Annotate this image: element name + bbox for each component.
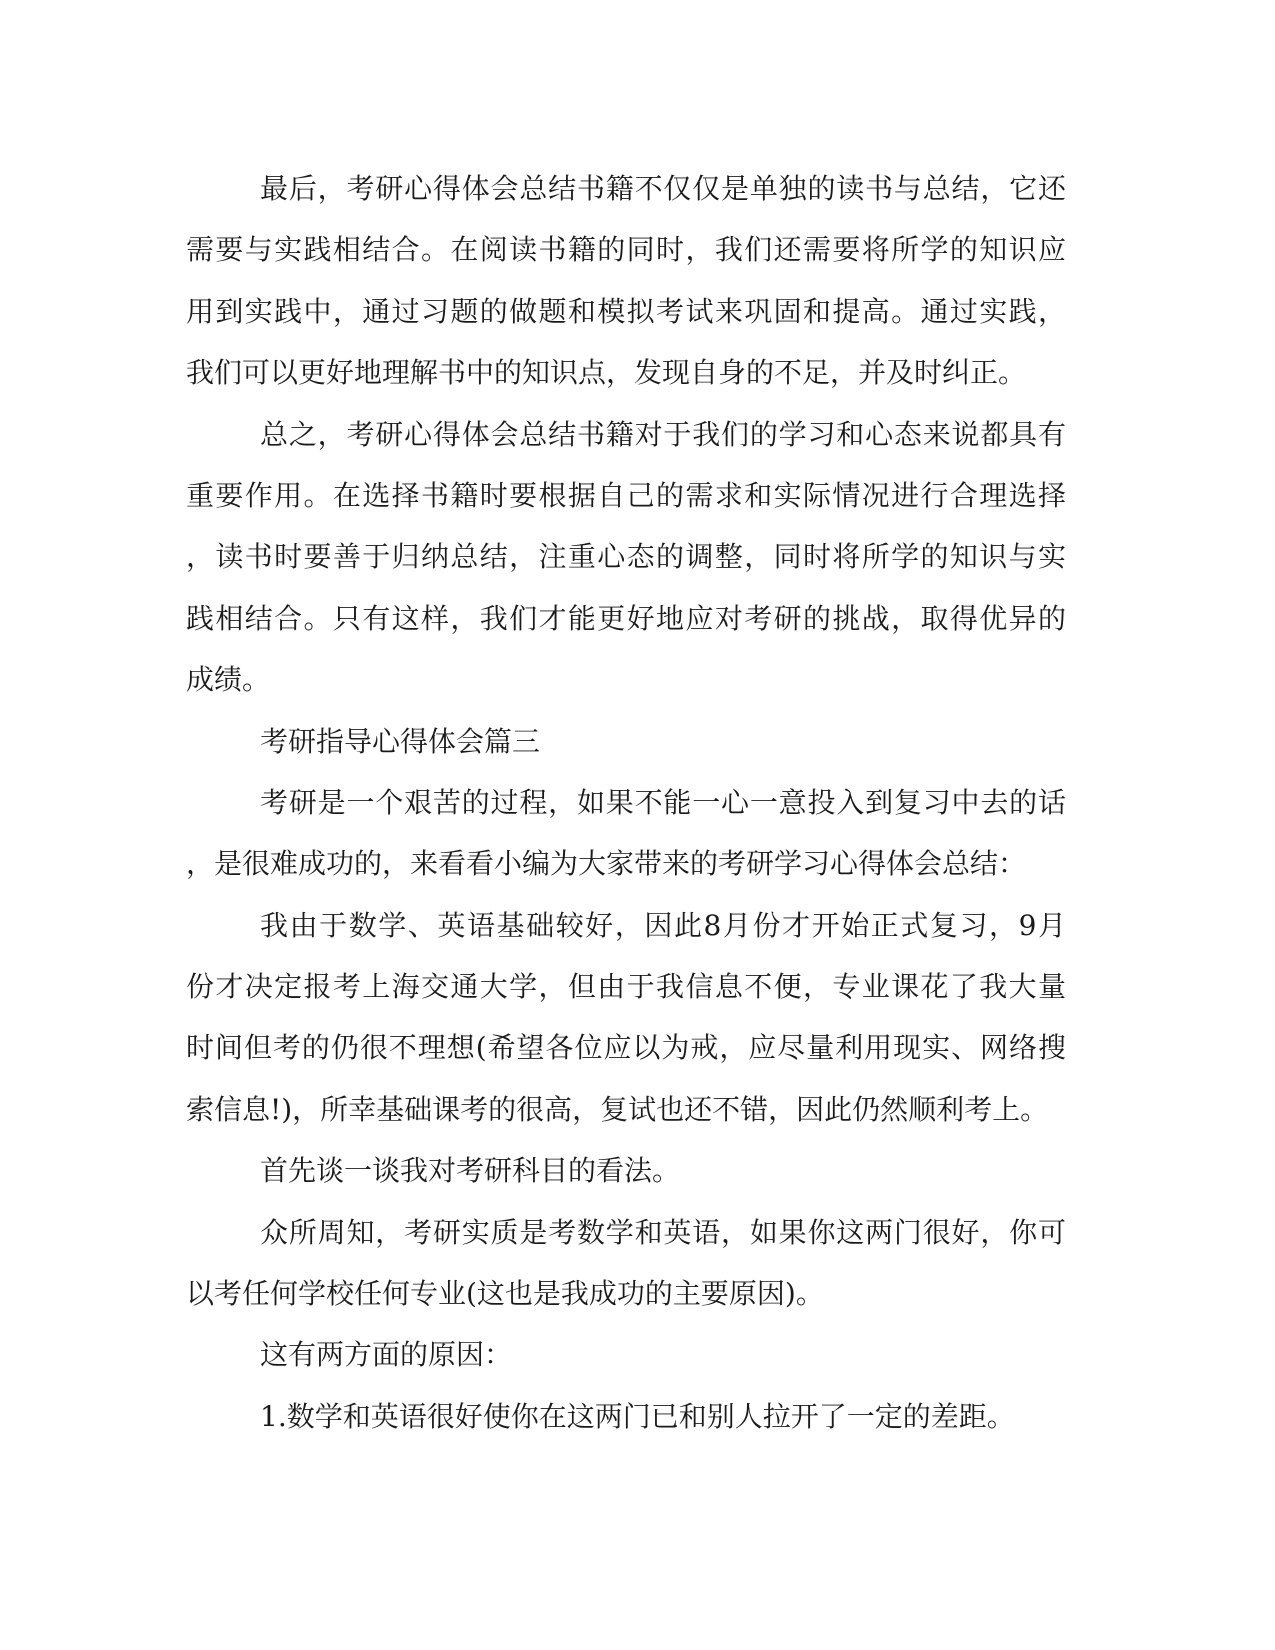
text-line: 时间但考的仍很不理想(希望各位应以为戒，应尽量利用现实、网络搜	[186, 1031, 1066, 1065]
text-line: 总之，考研心得体会总结书籍对于我们的学习和心态来说都具有	[260, 417, 1066, 451]
text-line: 众所周知，考研实质是考数学和英语，如果你这两门很好，你可	[260, 1215, 1066, 1249]
text-line: 这有两方面的原因：	[260, 1338, 513, 1372]
text-line: 重要作用。在选择书籍时要根据自己的需求和实际情况进行合理选择	[186, 478, 1066, 512]
text-line: 我由于数学、英语基础较好，因此8月份才开始正式复习，9月	[260, 908, 1066, 942]
text-line: 考研指导心得体会篇三	[260, 724, 541, 758]
text-line: 最后，考研心得体会总结书籍不仅仅是单独的读书与总结，它还	[260, 172, 1066, 205]
text-line: 份才决定报考上海交通大学，但由于我信息不便，专业课花了我大量	[186, 970, 1066, 1004]
text-line: 索信息!)，所幸基础课考的很高，复试也还不错，因此仍然顺利考上。	[186, 1092, 1049, 1126]
text-line: 我们可以更好地理解书中的知识点，发现自身的不足，并及时纠正。	[186, 356, 1027, 390]
text-line: 首先谈一谈我对考研科目的看法。	[260, 1154, 681, 1188]
text-line: ，读书时要善于归纳总结，注重心态的调整，同时将所学的知识与实	[186, 540, 1066, 574]
document-body	[186, 158, 1066, 1447]
text-line: ，是很难成功的，来看看小编为大家带来的考研学习心得体会总结：	[186, 847, 1027, 881]
text-line: 用到实践中，通过习题的做题和模拟考试来巩固和提高。通过实践，	[186, 294, 1066, 328]
text-line: 1.数学和英语很好使你在这两门已和别人拉开了一定的差距。	[260, 1399, 1015, 1433]
text-line: 以考任何学校任何专业(这也是我成功的主要原因)。	[186, 1277, 824, 1311]
text-line: 考研是一个艰苦的过程，如果不能一心一意投入到复习中去的话	[260, 785, 1066, 819]
text-line: 成绩。	[186, 663, 271, 697]
text-line: 需要与实践相结合。在阅读书籍的同时，我们还需要将所学的知识应	[186, 233, 1066, 267]
text-line: 践相结合。只有这样，我们才能更好地应对考研的挑战，取得优异的	[186, 601, 1066, 635]
